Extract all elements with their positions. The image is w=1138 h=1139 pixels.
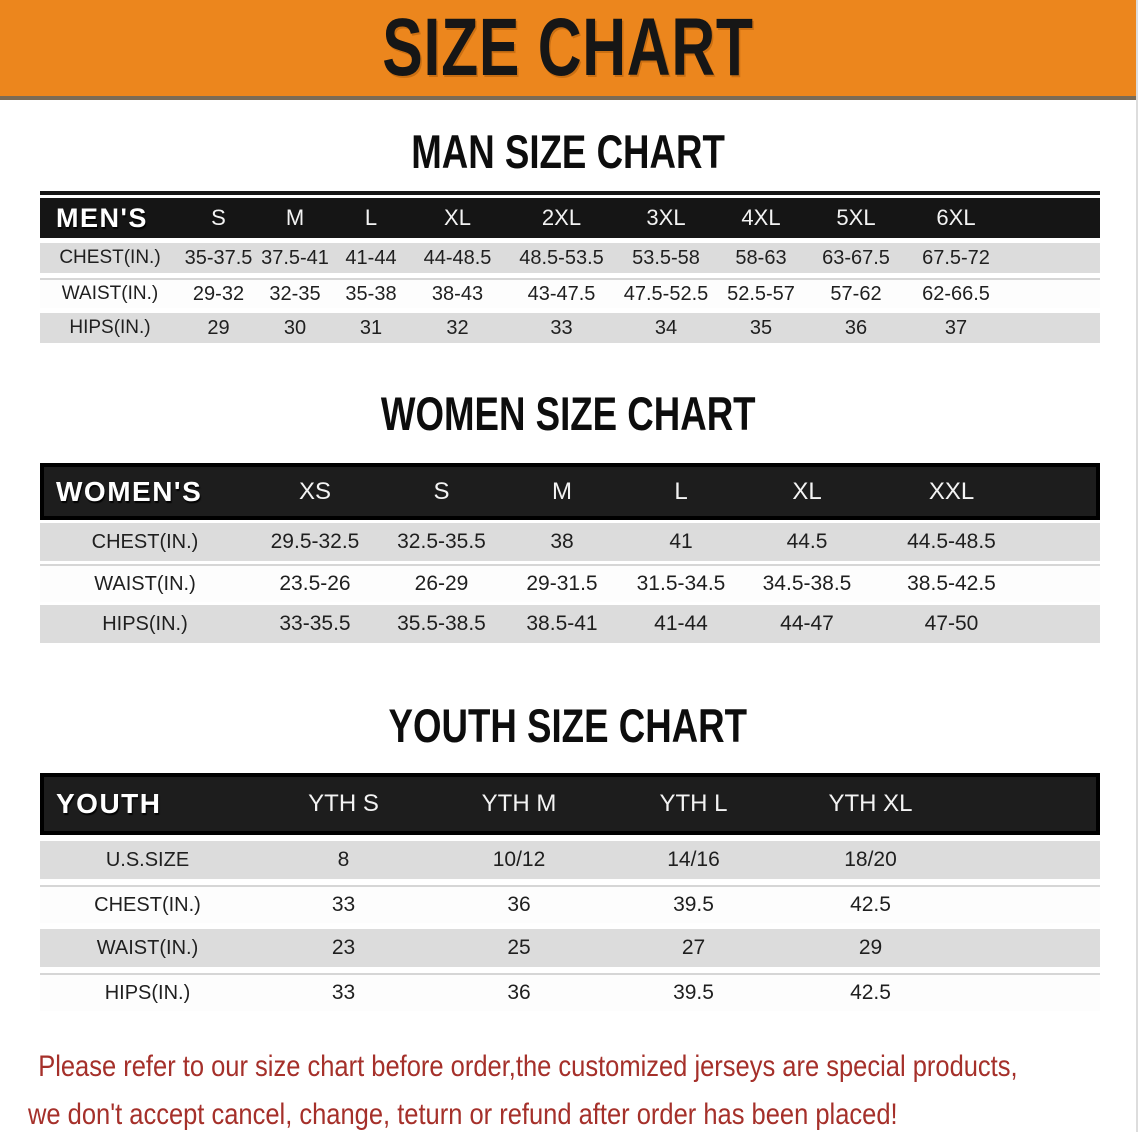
filler-cell: [1007, 243, 1100, 273]
size-cell: 27: [606, 929, 781, 967]
size-cell: 48.5-53.5: [506, 243, 617, 273]
row-label: WAIST(IN.): [40, 278, 180, 308]
size-cell: 23: [255, 929, 432, 967]
size-column-header: YTH M: [481, 790, 557, 817]
size-column-header: 3XL: [646, 205, 686, 230]
filler-cell: [960, 929, 1100, 967]
table-row: [40, 278, 1100, 308]
size-cell: 44.5-48.5: [873, 523, 1030, 561]
filler-cell: [960, 885, 1100, 923]
size-cell: 32: [409, 313, 506, 343]
size-column-header: 4XL: [741, 205, 781, 230]
size-column-header: YTH XL: [828, 790, 913, 817]
filler-cell: [1007, 313, 1100, 343]
size-cell: 31.5-34.5: [621, 564, 741, 602]
filler-cell: [1007, 278, 1100, 308]
size-table: [40, 835, 1100, 1017]
size-cell: 38-43: [409, 278, 506, 308]
size-column-header: XXL: [928, 477, 975, 505]
size-cell: 30: [257, 313, 333, 343]
size-cell: 34: [617, 313, 715, 343]
disclaimer-line-2: we don't accept cancel, change, teturn or refund after order has been placed!: [28, 1098, 898, 1131]
size-cell: 41-44: [333, 243, 409, 273]
size-cell: 36: [432, 973, 606, 1011]
size-cell: 41: [621, 523, 741, 561]
size-cell: 35: [715, 313, 807, 343]
size-cell: 35-37.5: [180, 243, 257, 273]
size-cell: 29: [180, 313, 257, 343]
size-cell: 52.5-57: [715, 278, 807, 308]
table-header-bar: [40, 463, 1100, 520]
size-column-header: M: [552, 477, 572, 505]
size-cell: 14/16: [606, 841, 781, 879]
size-column-header: XL: [792, 477, 822, 505]
size-cell: 63-67.5: [807, 243, 905, 273]
row-label: CHEST(IN.): [40, 885, 255, 923]
size-cell: 35-38: [333, 278, 409, 308]
row-label: CHEST(IN.): [40, 523, 250, 561]
size-column-header: L: [364, 205, 378, 230]
size-table: [40, 238, 1100, 348]
size-cell: 34.5-38.5: [741, 564, 873, 602]
size-chart-banner: [0, 0, 1136, 100]
size-cell: 41-44: [621, 605, 741, 643]
table-header-label: YOUTH: [56, 788, 162, 819]
table-row: [40, 885, 1100, 923]
size-cell: 36: [432, 885, 606, 923]
size-column-header: L: [674, 477, 688, 505]
table-row: [40, 564, 1100, 602]
size-cell: 38: [503, 523, 621, 561]
size-cell: 67.5-72: [905, 243, 1007, 273]
women-size-table: [40, 463, 1100, 646]
table-row: [40, 313, 1100, 343]
size-column-header: 2XL: [541, 205, 582, 230]
filler-cell: [1030, 605, 1100, 643]
size-cell: 47-50: [873, 605, 1030, 643]
size-column-header: S: [211, 205, 226, 230]
row-label: HIPS(IN.): [40, 605, 250, 643]
size-cell: 39.5: [606, 885, 781, 923]
men-size-table: [40, 191, 1100, 348]
table-row: [40, 605, 1100, 643]
size-cell: 33: [506, 313, 617, 343]
size-cell: 33: [255, 885, 432, 923]
size-column-header: 6XL: [936, 205, 976, 230]
table-row: [40, 841, 1100, 879]
size-cell: 36: [807, 313, 905, 343]
filler-cell: [960, 973, 1100, 1011]
row-label: WAIST(IN.): [40, 564, 250, 602]
table-row: [40, 523, 1100, 561]
size-cell: 23.5-26: [250, 564, 380, 602]
size-cell: 47.5-52.5: [617, 278, 715, 308]
size-cell: 42.5: [781, 885, 960, 923]
size-cell: 44-48.5: [409, 243, 506, 273]
size-cell: 42.5: [781, 973, 960, 1011]
size-cell: 44-47: [741, 605, 873, 643]
size-cell: 44.5: [741, 523, 873, 561]
size-cell: 29.5-32.5: [250, 523, 380, 561]
size-column-header: YTH L: [659, 790, 728, 817]
size-cell: 38.5-41: [503, 605, 621, 643]
size-cell: 53.5-58: [617, 243, 715, 273]
size-column-header: 5XL: [836, 205, 876, 230]
table-row: [40, 243, 1100, 273]
size-cell: 32.5-35.5: [380, 523, 503, 561]
section-title-women: WOMEN SIZE CHART: [380, 387, 756, 440]
section-title-man: MAN SIZE CHART: [411, 125, 725, 178]
size-cell: 57-62: [807, 278, 905, 308]
size-cell: 33-35.5: [250, 605, 380, 643]
filler-cell: [960, 841, 1100, 879]
size-cell: 32-35: [257, 278, 333, 308]
size-cell: 29-31.5: [503, 564, 621, 602]
size-cell: 37.5-41: [257, 243, 333, 273]
table-top-rule: [40, 191, 1100, 195]
table-row: [40, 929, 1100, 967]
disclaimer-line-1: Please refer to our size chart before order,the customized jerseys are special products,: [38, 1050, 1018, 1083]
filler-cell: [1030, 523, 1100, 561]
size-cell: 25: [432, 929, 606, 967]
size-cell: 43-47.5: [506, 278, 617, 308]
table-header-bar: [40, 773, 1100, 835]
size-cell: 18/20: [781, 841, 960, 879]
youth-size-table: [40, 773, 1100, 1017]
row-label: HIPS(IN.): [40, 313, 180, 343]
size-cell: 35.5-38.5: [380, 605, 503, 643]
size-cell: 8: [255, 841, 432, 879]
filler-cell: [1030, 564, 1100, 602]
row-label: HIPS(IN.): [40, 973, 255, 1011]
table-row: [40, 973, 1100, 1011]
size-cell: 38.5-42.5: [873, 564, 1030, 602]
banner-title: SIZE CHART: [382, 2, 754, 93]
disclaimer-text: [28, 1043, 1136, 1139]
size-cell: 26-29: [380, 564, 503, 602]
row-label: WAIST(IN.): [40, 929, 255, 967]
size-cell: 58-63: [715, 243, 807, 273]
size-column-header: S: [433, 477, 450, 505]
size-cell: 62-66.5: [905, 278, 1007, 308]
size-cell: 10/12: [432, 841, 606, 879]
size-column-header: XL: [444, 205, 471, 230]
size-table: [40, 520, 1100, 646]
row-label: U.S.SIZE: [40, 841, 255, 879]
section-title-youth: YOUTH SIZE CHART: [388, 699, 748, 752]
size-column-header: M: [285, 205, 305, 230]
size-cell: 29-32: [180, 278, 257, 308]
table-header-bar: [40, 198, 1100, 238]
size-cell: 39.5: [606, 973, 781, 1011]
table-header-label: WOMEN'S: [56, 475, 203, 507]
size-cell: 33: [255, 973, 432, 1011]
size-cell: 37: [905, 313, 1007, 343]
row-label: CHEST(IN.): [40, 243, 180, 273]
table-header-label: MEN'S: [56, 202, 148, 233]
size-cell: 31: [333, 313, 409, 343]
size-column-header: XS: [298, 477, 331, 505]
size-cell: 29: [781, 929, 960, 967]
size-column-header: YTH S: [308, 790, 379, 817]
